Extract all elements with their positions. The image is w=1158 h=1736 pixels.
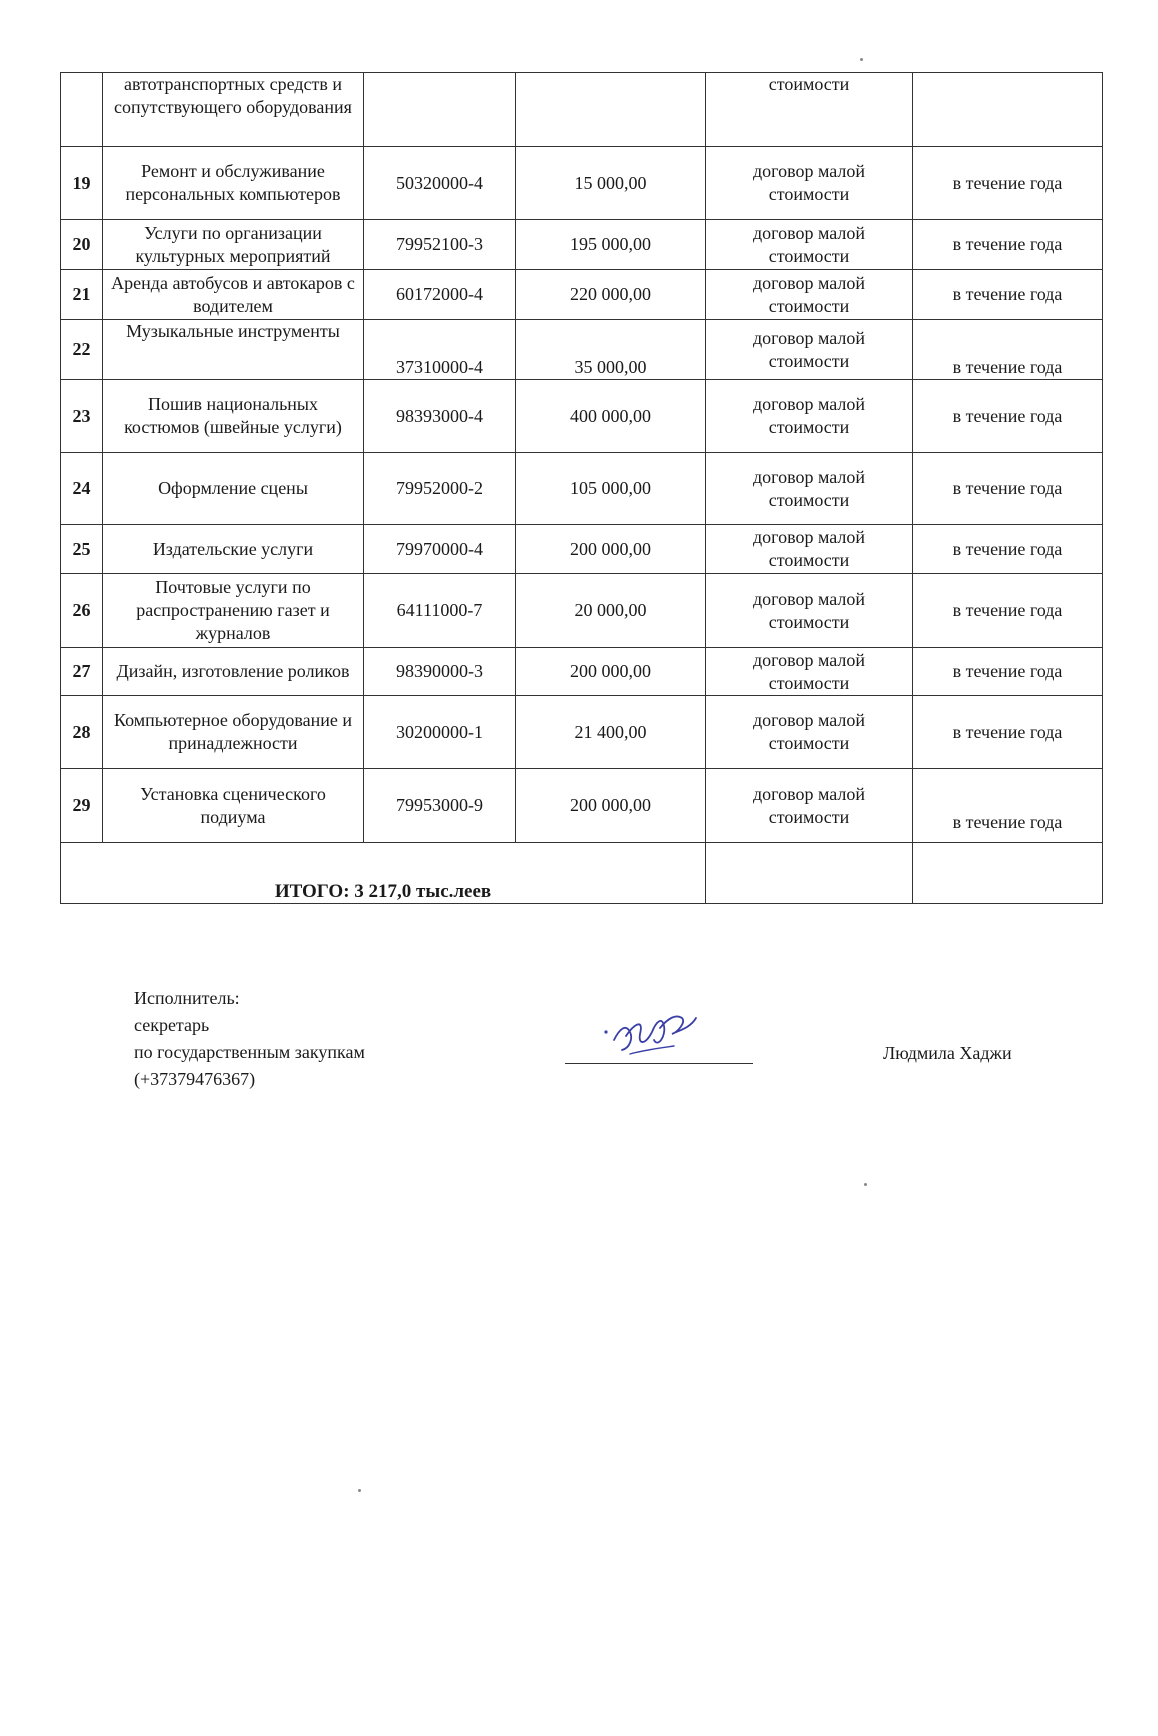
- item-name: Услуги по организации культурных мероприятий: [103, 220, 364, 270]
- amount: 200 000,00: [516, 648, 706, 696]
- row-number: [61, 73, 103, 147]
- table-row: [61, 525, 1103, 574]
- item-name: Установка сценического подиума: [103, 769, 364, 843]
- cpv-code: 64111000-7: [364, 574, 516, 648]
- item-name: Компьютерное оборудование и принадлежности: [103, 696, 364, 769]
- procedure-type: договор малой стоимости: [706, 525, 913, 574]
- cpv-code: 79952000-2: [364, 453, 516, 525]
- row-number: 24: [61, 453, 103, 525]
- scan-speck: [860, 58, 863, 61]
- item-name: Музыкальные инструменты: [103, 320, 364, 380]
- amount: 220 000,00: [516, 270, 706, 320]
- row-number: 28: [61, 696, 103, 769]
- item-name: Аренда автобусов и автокаров с водителем: [103, 270, 364, 320]
- item-name: Почтовые услуги по распространению газет и журналов: [103, 574, 364, 648]
- cpv-code: 50320000-4: [364, 147, 516, 220]
- row-number: 20: [61, 220, 103, 270]
- term: в течение года: [913, 648, 1103, 696]
- term: в течение года: [913, 769, 1103, 843]
- term: в течение года: [913, 525, 1103, 574]
- item-name: Оформление сцены: [103, 453, 364, 525]
- executor-block: [134, 985, 365, 1093]
- procedure-type: договор малой стоимости: [706, 220, 913, 270]
- procedure-type: стоимости: [706, 73, 913, 147]
- procedure-type: договор малой стоимости: [706, 696, 913, 769]
- table-row: [61, 769, 1103, 843]
- cpv-code: 79952100-3: [364, 220, 516, 270]
- item-name: автотранспортных средств и сопутствующего оборудования: [103, 73, 364, 147]
- executor-label: Исполнитель:: [134, 988, 240, 1008]
- term: в течение года: [913, 320, 1103, 380]
- scan-speck: [864, 1183, 867, 1186]
- term: в течение года: [913, 696, 1103, 769]
- table-row: [61, 73, 1103, 147]
- cpv-code: 30200000-1: [364, 696, 516, 769]
- amount: 200 000,00: [516, 525, 706, 574]
- term: в течение года: [913, 270, 1103, 320]
- amount: 35 000,00: [516, 320, 706, 380]
- item-name: Ремонт и обслуживание персональных компьютеров: [103, 147, 364, 220]
- row-number: 29: [61, 769, 103, 843]
- cpv-code: 79953000-9: [364, 769, 516, 843]
- table-row: [61, 648, 1103, 696]
- item-name: Дизайн, изготовление роликов: [103, 648, 364, 696]
- signer-name: Людмила Хаджи: [883, 1043, 1012, 1063]
- table-row: [61, 696, 1103, 769]
- amount: 15 000,00: [516, 147, 706, 220]
- procedure-type: договор малой стоимости: [706, 453, 913, 525]
- procedure-type: договор малой стоимости: [706, 648, 913, 696]
- procurement-table: [60, 72, 1103, 904]
- executor-phone: (+37379476367): [134, 1069, 256, 1089]
- cpv-code: 37310000-4: [364, 320, 516, 380]
- total-amount: ИТОГО: 3 217,0 тыс.леев: [61, 843, 706, 904]
- amount: 200 000,00: [516, 769, 706, 843]
- row-number: 26: [61, 574, 103, 648]
- row-number: 19: [61, 147, 103, 220]
- term: в течение года: [913, 574, 1103, 648]
- row-number: 22: [61, 320, 103, 380]
- procedure-type: договор малой стоимости: [706, 147, 913, 220]
- procedure-type: договор малой стоимости: [706, 320, 913, 380]
- procedure-type: договор малой стоимости: [706, 270, 913, 320]
- term: в течение года: [913, 380, 1103, 453]
- amount: 195 000,00: [516, 220, 706, 270]
- total-empty-cell: [913, 843, 1103, 904]
- amount: 105 000,00: [516, 453, 706, 525]
- table-row: [61, 270, 1103, 320]
- row-number: 25: [61, 525, 103, 574]
- scan-speck: [358, 1489, 361, 1492]
- cpv-code: 60172000-4: [364, 270, 516, 320]
- amount: 400 000,00: [516, 380, 706, 453]
- procedure-type: договор малой стоимости: [706, 380, 913, 453]
- cpv-code: 98390000-3: [364, 648, 516, 696]
- signature: [600, 988, 710, 1068]
- term: в течение года: [913, 147, 1103, 220]
- executor-position: секретарь: [134, 1015, 210, 1035]
- item-name: Издательские услуги: [103, 525, 364, 574]
- table-row: [61, 574, 1103, 648]
- total-empty-cell: [706, 843, 913, 904]
- item-name: Пошив национальных костюмов (швейные услуги): [103, 380, 364, 453]
- table-row: [61, 320, 1103, 380]
- row-number: 27: [61, 648, 103, 696]
- row-number: 23: [61, 380, 103, 453]
- row-number: 21: [61, 270, 103, 320]
- executor-department: по государственным закупкам: [134, 1042, 365, 1062]
- table-row: [61, 453, 1103, 525]
- term: в течение года: [913, 453, 1103, 525]
- total-row: [61, 843, 1103, 904]
- term: в течение года: [913, 220, 1103, 270]
- table-row: [61, 220, 1103, 270]
- procedure-type: договор малой стоимости: [706, 574, 913, 648]
- amount: 20 000,00: [516, 574, 706, 648]
- cpv-code: [364, 73, 516, 147]
- amount: [516, 73, 706, 147]
- cpv-code: 98393000-4: [364, 380, 516, 453]
- term: [913, 73, 1103, 147]
- procedure-type: договор малой стоимости: [706, 769, 913, 843]
- cpv-code: 79970000-4: [364, 525, 516, 574]
- table-row: [61, 380, 1103, 453]
- table-row: [61, 147, 1103, 220]
- amount: 21 400,00: [516, 696, 706, 769]
